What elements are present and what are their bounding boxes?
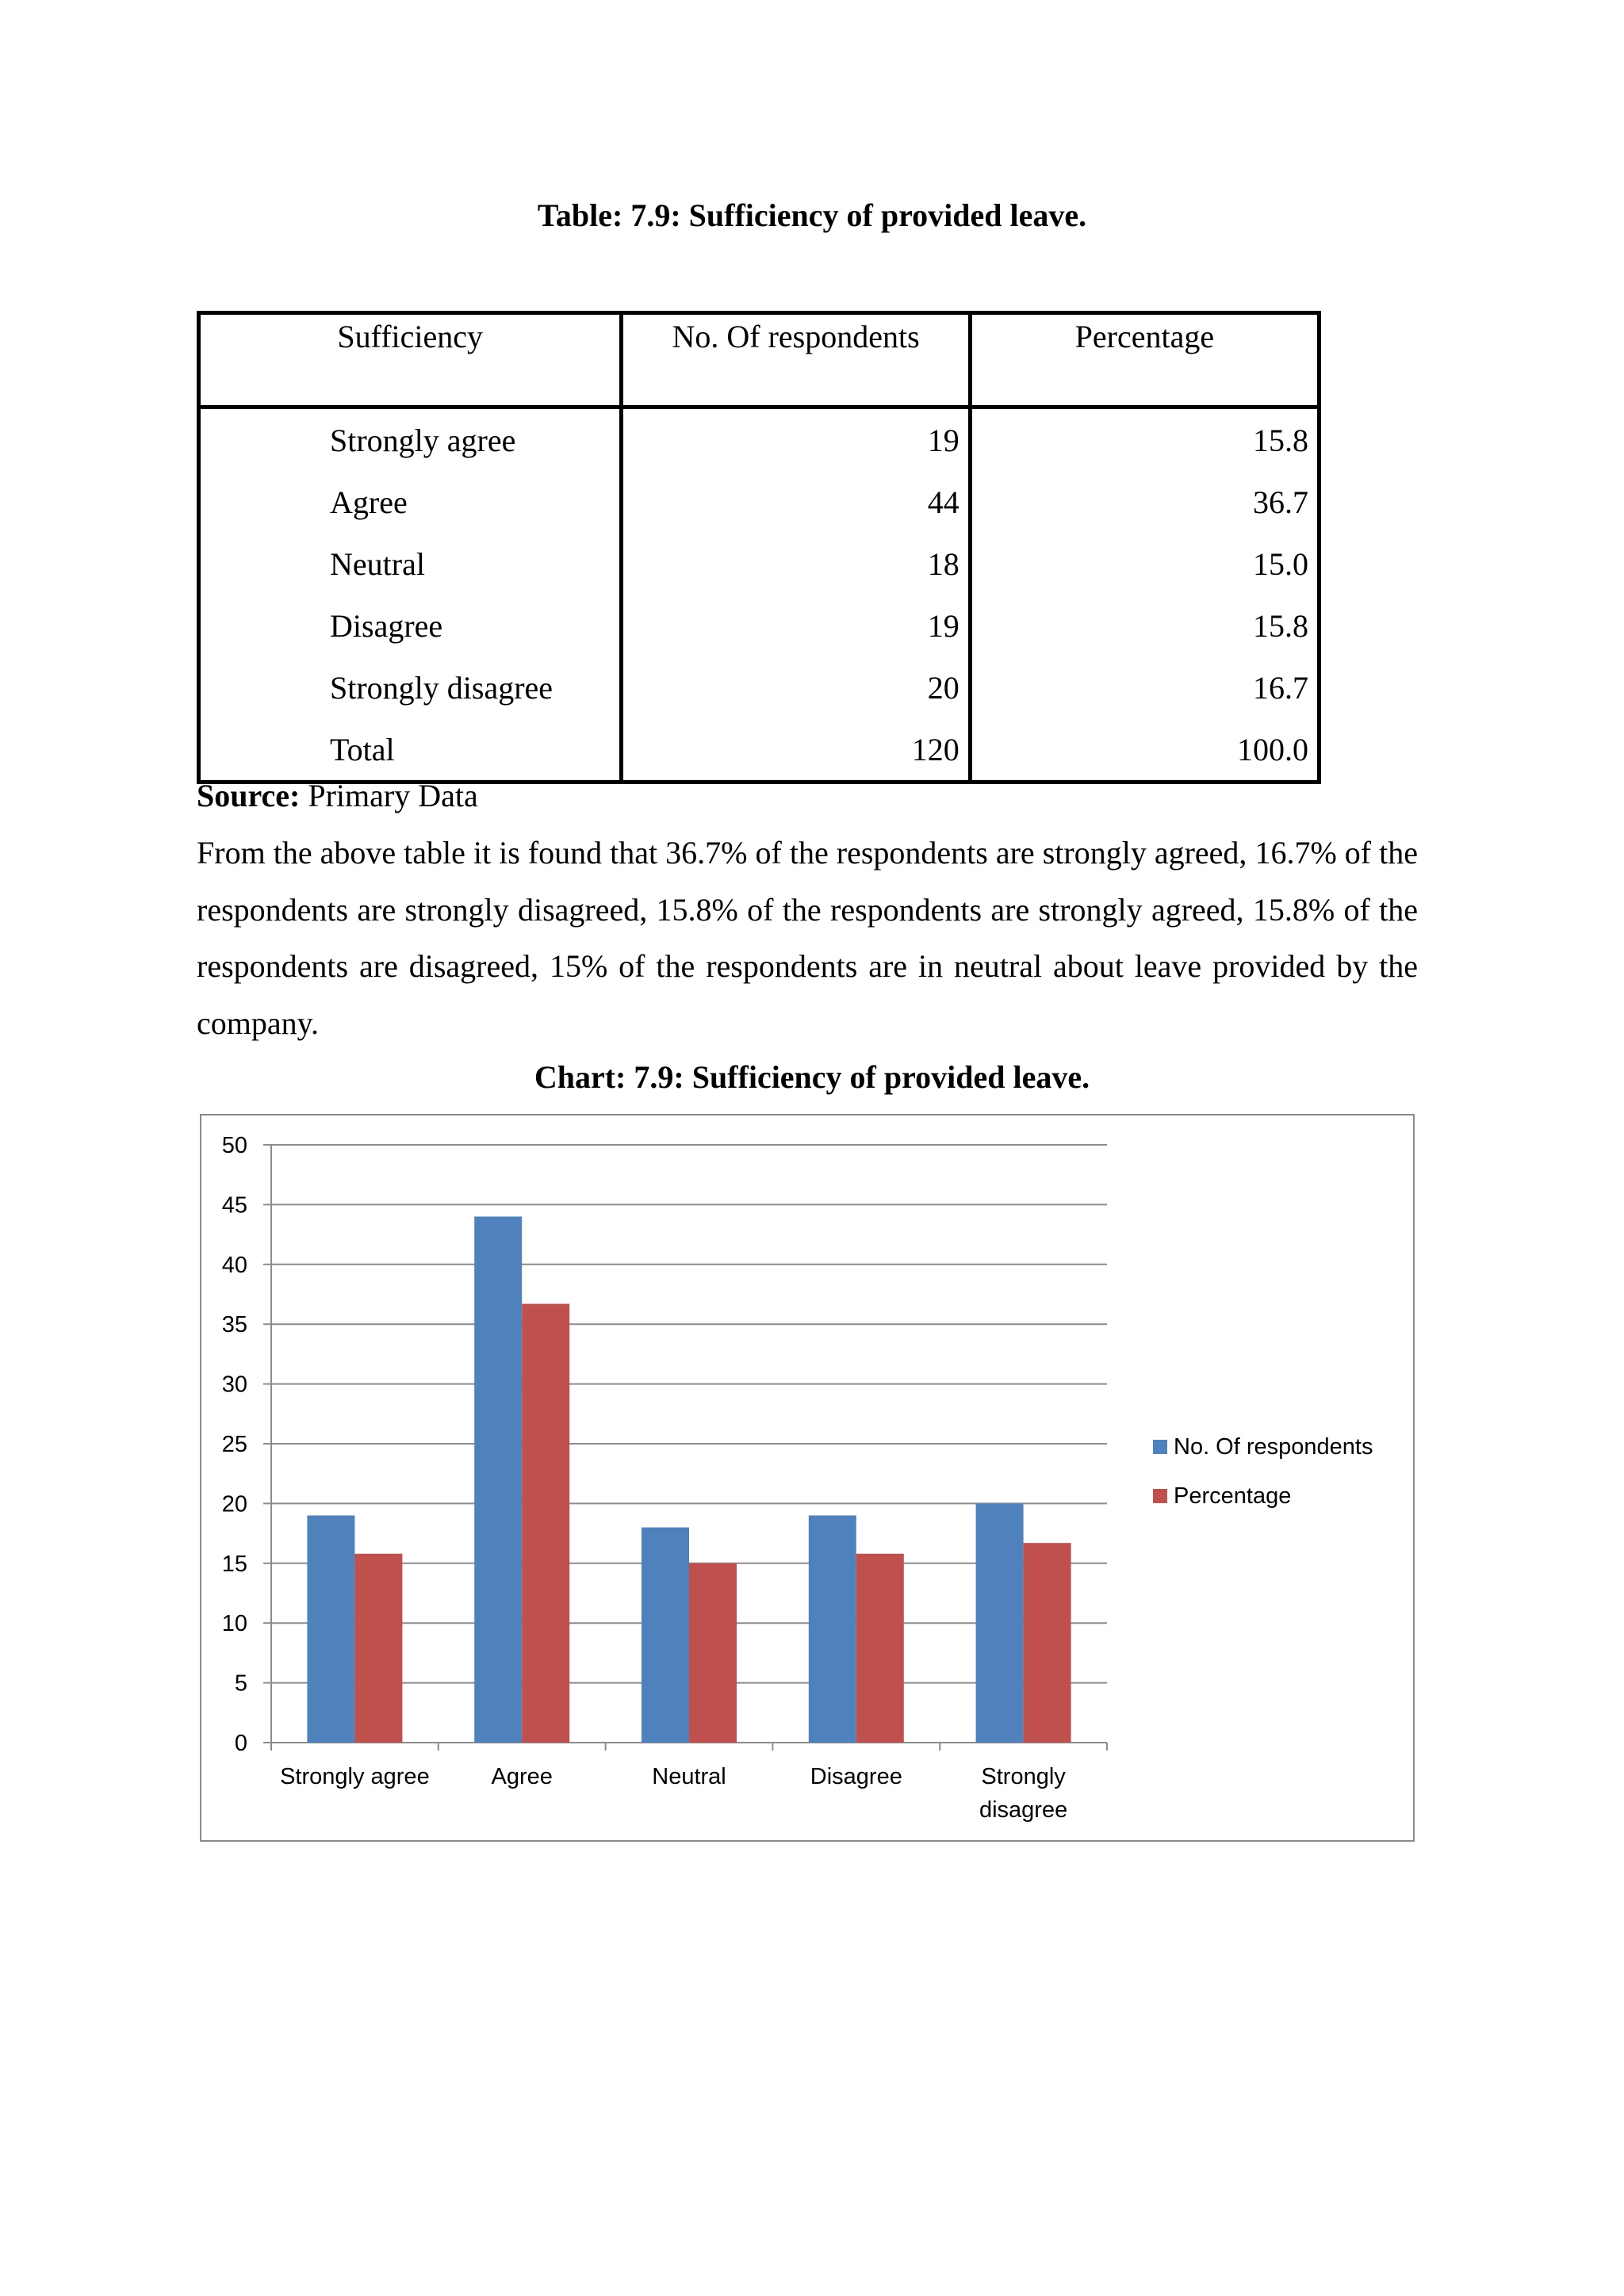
row-count: 18 xyxy=(622,533,970,595)
row-label: Agree xyxy=(199,471,622,533)
row-count: 19 xyxy=(622,408,970,472)
y-tick-label: 40 xyxy=(221,1252,247,1278)
table-title: Table: 7.9: Sufficiency of provided leave. xyxy=(537,197,1087,233)
row-label: Disagree xyxy=(199,595,622,656)
y-tick-label: 20 xyxy=(221,1491,247,1517)
chart-frame xyxy=(200,1114,1415,1842)
y-tick-label: 50 xyxy=(221,1133,247,1158)
row-percentage: 100.0 xyxy=(970,718,1319,783)
bar xyxy=(976,1503,1024,1743)
y-tick-label: 10 xyxy=(221,1611,247,1637)
bar xyxy=(1024,1543,1071,1743)
y-tick-label: 5 xyxy=(234,1670,247,1697)
bar xyxy=(307,1515,354,1743)
bar xyxy=(522,1304,569,1743)
row-count: 44 xyxy=(622,471,970,533)
x-tick-label: Strongly agree xyxy=(280,1764,430,1789)
bar xyxy=(642,1528,689,1743)
row-label: Total xyxy=(199,718,622,783)
body-paragraph: From the above table it is found that 36.7% of the respondents are strongly agreed, 16.7% of the respondents are strongly disagreed, 15.8% of the respondents are strongly agreed, 15.8% of the respondents are disagreed, 15% of the respondents are in neutral about leave provided by the company. xyxy=(197,835,1418,1041)
table-row xyxy=(199,656,1320,718)
legend-label: No. Of respondents xyxy=(1174,1434,1373,1460)
y-tick-label: 30 xyxy=(221,1372,247,1398)
row-count: 19 xyxy=(622,595,970,656)
row-percentage: 15.8 xyxy=(970,408,1319,472)
row-label: Neutral xyxy=(199,533,622,595)
source-text: Primary Data xyxy=(308,778,478,813)
table-header-row xyxy=(199,313,1320,408)
row-percentage: 15.8 xyxy=(970,595,1319,656)
source-line xyxy=(197,777,478,814)
bar xyxy=(689,1563,737,1743)
legend-label: Percentage xyxy=(1174,1483,1292,1509)
y-tick-label: 25 xyxy=(221,1432,247,1457)
y-tick-label: 35 xyxy=(221,1312,247,1338)
y-tick-label: 15 xyxy=(221,1551,247,1577)
table-row-total xyxy=(199,718,1320,783)
row-label: Strongly disagree xyxy=(199,656,622,718)
x-tick-label: Strongly disagree xyxy=(979,1764,1068,1823)
bar xyxy=(354,1554,402,1743)
row-label: Strongly agree xyxy=(199,408,622,472)
x-tick-label: Neutral xyxy=(652,1764,726,1789)
row-count: 120 xyxy=(622,718,970,783)
bar xyxy=(809,1515,856,1743)
header-respondents: No. Of respondents xyxy=(622,313,970,408)
header-percentage: Percentage xyxy=(970,313,1319,408)
bar xyxy=(856,1554,904,1743)
row-percentage: 16.7 xyxy=(970,656,1319,718)
source-label: Source: xyxy=(197,778,301,813)
x-tick-label: Disagree xyxy=(810,1764,902,1789)
header-sufficiency: Sufficiency xyxy=(199,313,622,408)
legend-swatch xyxy=(1153,1440,1167,1454)
table-row xyxy=(199,595,1320,656)
chart-title: Chart: 7.9: Sufficiency of provided leave. xyxy=(534,1059,1090,1095)
bar xyxy=(474,1216,522,1743)
x-tick-label: Agree xyxy=(491,1764,553,1789)
sufficiency-table xyxy=(197,311,1321,784)
table-row xyxy=(199,408,1320,472)
table-row xyxy=(199,533,1320,595)
y-tick-label: 45 xyxy=(221,1192,247,1219)
table-row xyxy=(199,471,1320,533)
legend-swatch xyxy=(1153,1489,1167,1503)
row-count: 20 xyxy=(622,656,970,718)
bar-chart xyxy=(201,1115,1413,1840)
y-tick-label: 0 xyxy=(234,1731,247,1756)
row-percentage: 36.7 xyxy=(970,471,1319,533)
row-percentage: 15.0 xyxy=(970,533,1319,595)
